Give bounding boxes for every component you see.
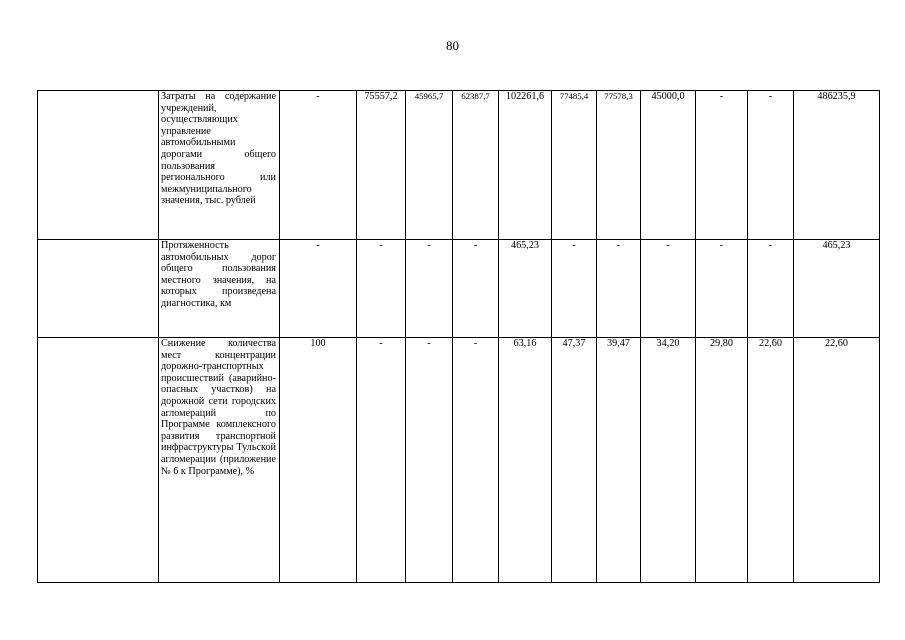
total-cell: 486235,9: [794, 91, 880, 240]
value-cell: -: [357, 338, 406, 583]
table-row: [38, 240, 880, 338]
indicators-table: [37, 90, 880, 583]
empty-cell: [38, 91, 159, 240]
value-cell: 100: [280, 338, 357, 583]
value-cell: -: [406, 338, 453, 583]
value-cell: -: [406, 240, 453, 338]
value-cell: 77578,3: [597, 91, 641, 240]
value-cell: -: [748, 240, 794, 338]
value-cell: -: [597, 240, 641, 338]
value-cell: 63,16: [499, 338, 552, 583]
value-cell: -: [748, 91, 794, 240]
value-cell: 62387,7: [453, 91, 499, 240]
table-row: [38, 91, 880, 240]
value-cell: -: [552, 240, 597, 338]
value-cell: 22,60: [748, 338, 794, 583]
value-cell: -: [357, 240, 406, 338]
value-cell: 47,37: [552, 338, 597, 583]
value-cell: 34,20: [641, 338, 696, 583]
page-number: 80: [446, 38, 459, 53]
value-cell: 45965,7: [406, 91, 453, 240]
value-cell: 465,23: [499, 240, 552, 338]
value-cell: -: [453, 338, 499, 583]
total-cell: 465,23: [794, 240, 880, 338]
value-cell: 29,80: [696, 338, 748, 583]
value-cell: -: [696, 91, 748, 240]
empty-cell: [38, 240, 159, 338]
table-row: [38, 338, 880, 583]
value-cell: -: [641, 240, 696, 338]
value-cell: 39,47: [597, 338, 641, 583]
value-cell: 45000,0: [641, 91, 696, 240]
indicator-name: Снижение количества мест концентрации дорожно-транспортных происшествий (аварийно-опасных участков) на дорожной сети городских агломераций по Программе комплексного развития транспортной инфраструктуры Тульской агломерации (приложение № 6 к Программе), %: [159, 338, 280, 583]
value-cell: -: [280, 240, 357, 338]
total-cell: 22,60: [794, 338, 880, 583]
indicator-name: Затраты на содержание учреждений, осуществляющих управление автомобильными дорогами общего пользования регионального или межмуниципального значения, тыс. рублей: [159, 91, 280, 240]
value-cell: -: [453, 240, 499, 338]
empty-cell: [38, 338, 159, 583]
value-cell: 102261,6: [499, 91, 552, 240]
indicator-name: Протяженность автомобильных дорог общего пользования местного значения, на которых произведена диагностика, км: [159, 240, 280, 338]
value-cell: -: [280, 91, 357, 240]
value-cell: 77485,4: [552, 91, 597, 240]
value-cell: 75557,2: [357, 91, 406, 240]
value-cell: -: [696, 240, 748, 338]
